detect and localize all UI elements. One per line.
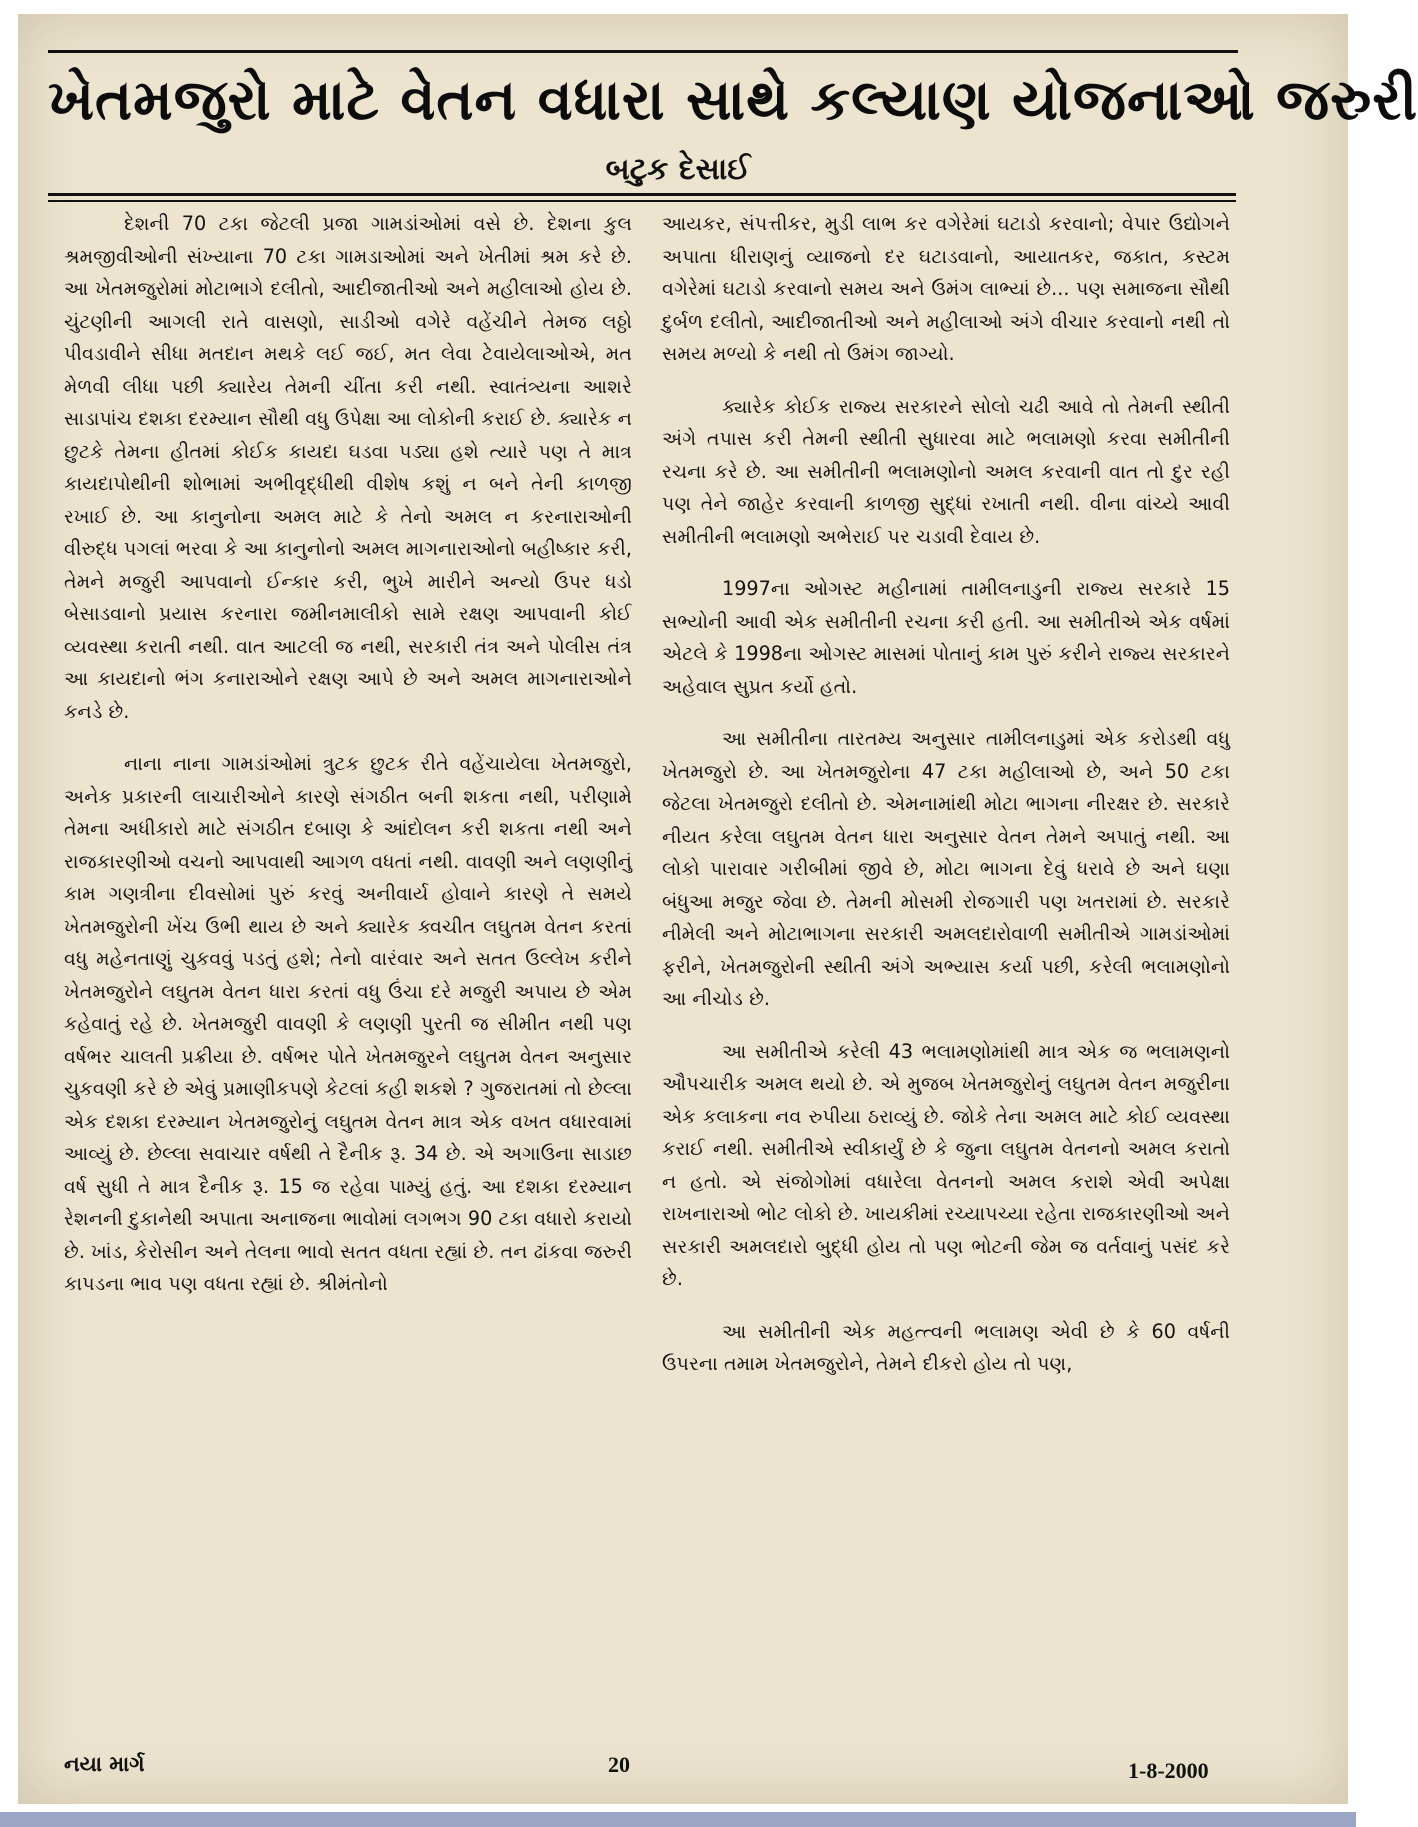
scanner-background-strip [0,1812,1356,1827]
right-column [662,208,1230,1808]
right-paragraph-3: 1997ના ઓગસ્ટ મહીનામાં તામીલનાડુની રાજ્ય સરકારે 15 સભ્યોની આવી એક સમીતીની રચના કરી હતી. આ સમીતીએ એક વર્ષમાં એટલે કે 1998ના ઓગસ્ટ માસમાં પોતાનું કામ પુરું કરીને રાજ્ય સરકારને અહેવાલ સુપ્રત કર્યો હતો. [662,577,1230,698]
article-headline: ખેતમજુરો માટે વેતન વધારા સાથે કલ્યાણ યોજનાઓ જરુરી [48,68,1418,133]
header-rule-thick [48,193,1236,196]
right-paragraph-5: આ સમીતીએ કરેલી 43 ભલામણોમાંથી માત્ર એક જ ભલામણનો ઔપચારીક અમલ થયો છે. એ મુજબ ખેતમજુરોનું લઘુતમ વેતન મજુરીના એક કલાકના નવ રુપીયા ઠરાવ્યું છે. જોકે તેના અમલ માટે કોઈ વ્યવસ્થા કરાઈ નથી. સમીતીએ સ્વીકાર્યું છે કે જુના લઘુતમ વેતનનો અમલ કરાતો ન હતો. એ સંજોગોમાં વધારેલા વેતનનો અમલ કરાશે એવી અપેક્ષા રાખનારાઓ ભોટ લોકો છે. ખાયકીમાં રચ્યાપચ્યા રહેતા રાજકારણીઓ અને સરકારી અમલદારો બુદ્ધી હોય તો પણ ભોટની જેમ જ વર્તવાનું પસંદ કરે છે. [662,1039,1230,1290]
left-paragraph-2: નાના નાના ગામડાંઓમાં ત્રુટક છુટક રીતે વહેંચાયેલા ખેતમજુરો, અનેક પ્રકારની લાચારીઓને કારણે સંગઠીત બની શકતા નથી, પરીણામે તેમના અધીકારો માટે સંગઠીત દબાણ કે આંદોલન કરી શકતા નથી અને રાજકારણીઓ વચનો આપવાથી આગળ વધતાં નથી. વાવણી અને લણણીનું કામ ગણત્રીના દીવસોમાં પુરું કરવું અનીવાર્ય હોવાને કારણે તે સમયે ખેતમજુરોની ખેંચ ઉભી થાય છે અને ક્યારેક ક્વચીત લઘુતમ વેતન કરતાં વધુ મહેનતાણું ચુકવવું પડતું હશે; તેનો વારંવાર અને સતત ઉલ્લેખ કરીને ખેતમજુરોને લઘુતમ વેતન ધારા કરતાં વધુ ઉંચા દરે મજુરી અપાય છે એમ કહેવાતું રહે છે. ખેતમજુરી વાવણી કે લણણી પુરતી જ સીમીત નથી પણ વર્ષભર ચાલતી પ્રક્રીયા છે. વર્ષભર પોતે ખેતમજુરને લઘુતમ વેતન અનુસાર ચુકવણી કરે છે એવું પ્રમાણીકપણે કેટલાં કહી શકશે ? ગુજરાતમાં તો છેલ્લા એક દશકા દરમ્યાન ખેતમજુરોનું લઘુતમ વેતન માત્ર એક વખત વધારવામાં આવ્યું છે. છેલ્લા સવાચાર વર્ષથી તે દૈનીક રૂ. 34 છે. એ અગાઉના સાડાછ વર્ષ સુધી તે માત્ર દૈનીક રૂ. 15 જ રહેવા પામ્યું હતું. આ દશકા દરમ્યાન રેશનની દુકાનેથી અપાતા અનાજના ભાવોમાં લગભગ 90 ટકા વધારો કરાયો છે. ખાંડ, કેરોસીન અને તેલના ભાવો સતત વધતા રહ્યાં છે. તન ઢાંકવા જરુરી કાપડના ભાવ પણ વધતા રહ્યાં છે. શ્રીમંતોનો [64,752,632,1295]
page-number: 20 [608,1752,630,1777]
top-rule [48,50,1238,53]
right-paragraph-2: ક્યારેક કોઈક રાજ્ય સરકારને સોલો ચઢી આવે તો તેમની સ્થીતી અંગે તપાસ કરી તેમની સ્થીતી સુધારવા માટે ભલામણો કરવા સમીતીની રચના કરે છે. આ સમીતીની ભલામણોનો અમલ કરવાની વાત તો દુર રહી પણ તેને જાહેર કરવાની કાળજી સુદ્ધાં રખાતી નથી. વીના વાંચ્યે આવી સમીતીની ભલામણો અભેરાઈ પર ચડાવી દેવાય છે. [662,394,1230,548]
article-author: બટુક દેસાઈ [605,152,751,187]
left-column [64,208,632,1808]
right-paragraph-6: આ સમીતીની એક મહત્ત્વની ભલામણ એવી છે કે 60 વર્ષની ઉપરના તમામ ખેતમજુરોને, તેમને દીકરો હોય તો પણ, [662,1319,1230,1375]
publication-name: નયા માર્ગ [64,1752,145,1776]
header-rule-thin [48,200,1236,202]
issue-date: 1-8-2000 [1128,1758,1209,1783]
left-paragraph-1: દેશની 70 ટકા જેટલી પ્રજા ગામડાંઓમાં વસે છે. દેશના કુલ શ્રમજીવીઓની સંખ્યાના 70 ટકા ગામડાઓમાં અને ખેતીમાં શ્રમ કરે છે. આ ખેતમજુરોમાં મોટાભાગે દલીતો, આદીજાતીઓ અને મહીલાઓ હોય છે. ચુંટણીની આગલી રાતે વાસણો, સાડીઓ વગેરે વહેંચીને તેમજ લઠ્ઠો પીવડાવીને સીધા મતદાન મથકે લઈ જઈ, મત લેવા ટેવાયેલાઓએ, મત મેળવી લીધા પછી ક્યારેય તેમની ચીંતા કરી નથી. સ્વાતંત્ર્યના આશરે સાડાપાંચ દશકા દરમ્યાન સૌથી વધુ ઉપેક્ષા આ લોકોની કરાઈ છે. ક્યારેક ન છુટકે તેમના હીતમાં કોઈક કાયદા ઘડવા પડ્યા હશે ત્યારે પણ તે માત્ર કાયદાપોથીની શોભામાં અભીવૃદ્ધીથી વીશેષ કશું ન બને તેની કાળજી રખાઈ છે. આ કાનુનોના અમલ માટે કે તેનો અમલ ન કરનારાઓની વીરુદ્ધ પગલાં ભરવા કે આ કાનુનોનો અમલ માગનારાઓનો બહીષ્કાર કરી, તેમને મજુરી આપવાનો ઈન્કાર કરી, ભુખે મારીને અન્યો ઉપર ધડો બેસાડવાનો પ્રયાસ કરનારા જમીનમાલીકો સામે રક્ષણ આપવાની કોઈ વ્યવસ્થા કરાતી નથી. વાત આટલી જ નથી, સરકારી તંત્ર અને પોલીસ તંત્ર આ કાયદાનો ભંગ કનારાઓને રક્ષણ આપે છે અને અમલ માગનારાઓને કનડે છે. [64,212,632,723]
right-paragraph-4: આ સમીતીના તારતમ્ય અનુસાર તામીલનાડુમાં એક કરોડથી વધુ ખેતમજુરો છે. આ ખેતમજુરોના 47 ટકા મહીલાઓ છે, અને 50 ટકા જેટલા ખેતમજુરો દલીતો છે. એમનામાંથી મોટા ભાગના નીરક્ષર છે. સરકારે નીયત કરેલા લઘુતમ વેતન ધારા અનુસાર વેતન તેમને અપાતું નથી. આ લોકો પારાવાર ગરીબીમાં જીવે છે, મોટા ભાગના દેવું ધરાવે છે અને ઘણા બંધુઆ મજુર જેવા છે. તેમની મોસમી રોજગારી પણ ખતરામાં છે. સરકારે નીમેલી અને મોટાભાગના સરકારી અમલદારોવાળી સમીતીએ ગામડાંઓમાં ફરીને, ખેતમજુરોની સ્થીતી અંગે અભ્યાસ કર્યા પછી, કરેલી ભલામણોનો આ નીચોડ છે. [662,727,1230,1010]
right-paragraph-1: આયકર, સંપત્તીકર, મુડી લાભ કર વગેરેમાં ઘટાડો કરવાનો; વેપાર ઉદ્યોગને અપાતા ધીરાણનું વ્યાજનો દર ઘટાડવાનો, આયાતકર, જકાત, કસ્ટમ વગેરેમાં ઘટાડો કરવાનો સમય અને ઉમંગ લાભ્યાં છે... પણ સમાજના સૌથી દુર્બળ દલીતો, આદીજાતીઓ અને મહીલાઓ અંગે વીચાર કરવાનો નથી તો સમય મળ્યો કે નથી તો ઉમંગ જાગ્યો. [662,212,1230,365]
